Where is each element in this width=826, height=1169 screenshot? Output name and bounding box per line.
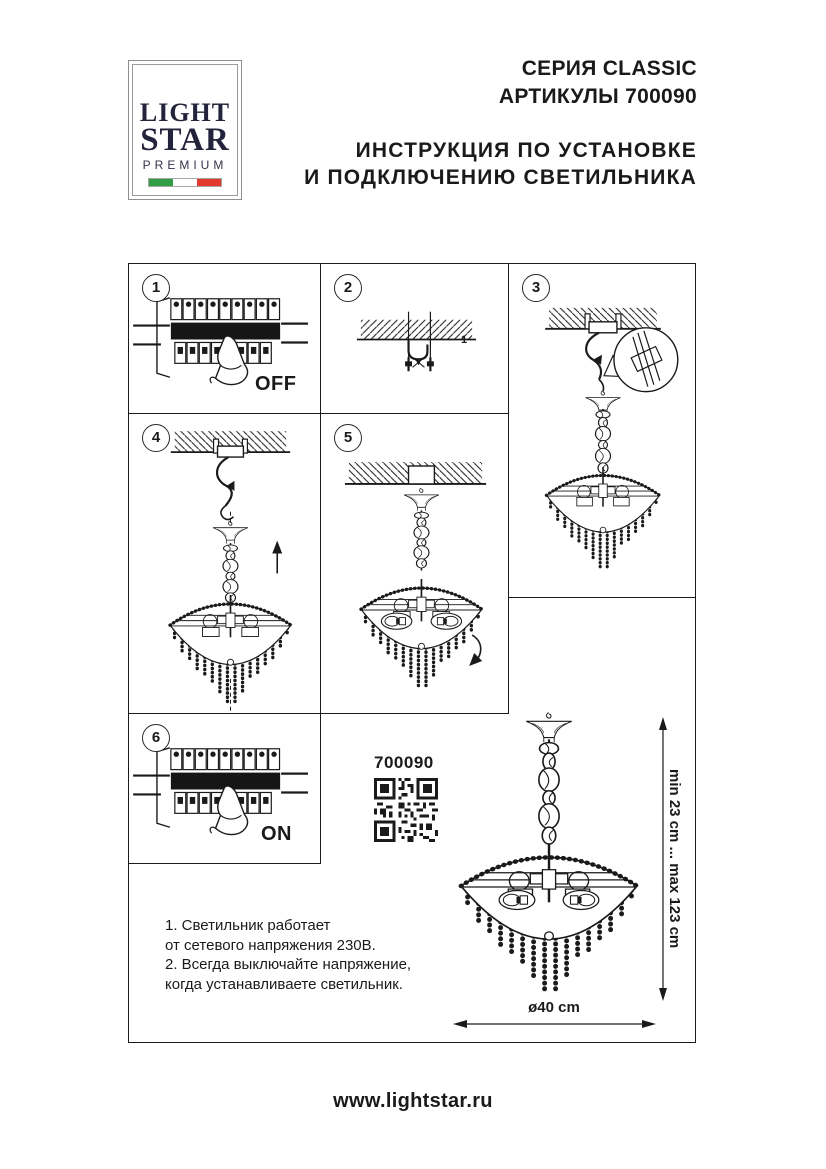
article-title: АРТИКУЛЫ 700090: [498, 85, 697, 108]
website-url: www.lightstar.ru: [333, 1090, 493, 1112]
logo-word-star: STAR: [140, 122, 230, 158]
series-title: СЕРИЯ CLASSIC: [521, 57, 697, 80]
note-line-4: когда устанавливаете светильник.: [165, 975, 403, 993]
step-6-badge: 6: [142, 724, 170, 752]
diameter-dimension-label: ø40 cm: [528, 999, 580, 1016]
on-label: ON: [261, 823, 292, 845]
step-4-badge: 4: [142, 424, 170, 452]
safety-notes: [165, 916, 475, 994]
italy-flag-icon: [148, 178, 222, 187]
note-line-1: 1. Светильник работает: [165, 917, 331, 934]
lightstar-logo: [128, 60, 242, 200]
product-article-number: 700090: [374, 753, 434, 772]
lightstar-logo-inner: [132, 64, 238, 196]
header: [304, 55, 697, 191]
step-panel-5: [321, 414, 509, 714]
off-label: OFF: [255, 373, 297, 395]
step-2-badge: 2: [334, 274, 362, 302]
step-panel-3: [509, 264, 696, 598]
hook-callout-1: 1: [461, 334, 468, 346]
instruction-diagram-board: [128, 263, 696, 1043]
step-panel-1: [129, 264, 321, 414]
step-1-badge: 1: [142, 274, 170, 302]
chandelier-dimension-drawing: [439, 704, 697, 1044]
chandelier-lifting-drawing: [129, 414, 320, 713]
instruction-title-line1: ИНСТРУКЦИЯ ПО УСТАНОВКЕ: [355, 139, 697, 162]
chandelier-hanging-drawing: [509, 264, 696, 597]
instruction-title-line2: И ПОДКЛЮЧЕНИЮ СВЕТИЛЬНИКА: [304, 166, 697, 189]
qr-code: [374, 778, 438, 842]
step-panel-6: [129, 714, 321, 864]
instruction-title: [304, 137, 697, 191]
note-line-3: 2. Всегда выключайте напряжение,: [165, 956, 412, 973]
step-panel-4: [129, 414, 321, 714]
logo-word-light: LIGHT: [139, 98, 231, 127]
chandelier-mounted-drawing: [321, 414, 508, 713]
note-line-2: от сетевого напряжения 230В.: [165, 936, 376, 954]
logo-word-premium: PREMIUM: [142, 158, 228, 172]
height-dimension-label: min 23 cm ... max 123 cm: [666, 769, 683, 949]
step-panel-2: [321, 264, 509, 414]
step-3-badge: 3: [522, 274, 550, 302]
step-5-badge: 5: [334, 424, 362, 452]
